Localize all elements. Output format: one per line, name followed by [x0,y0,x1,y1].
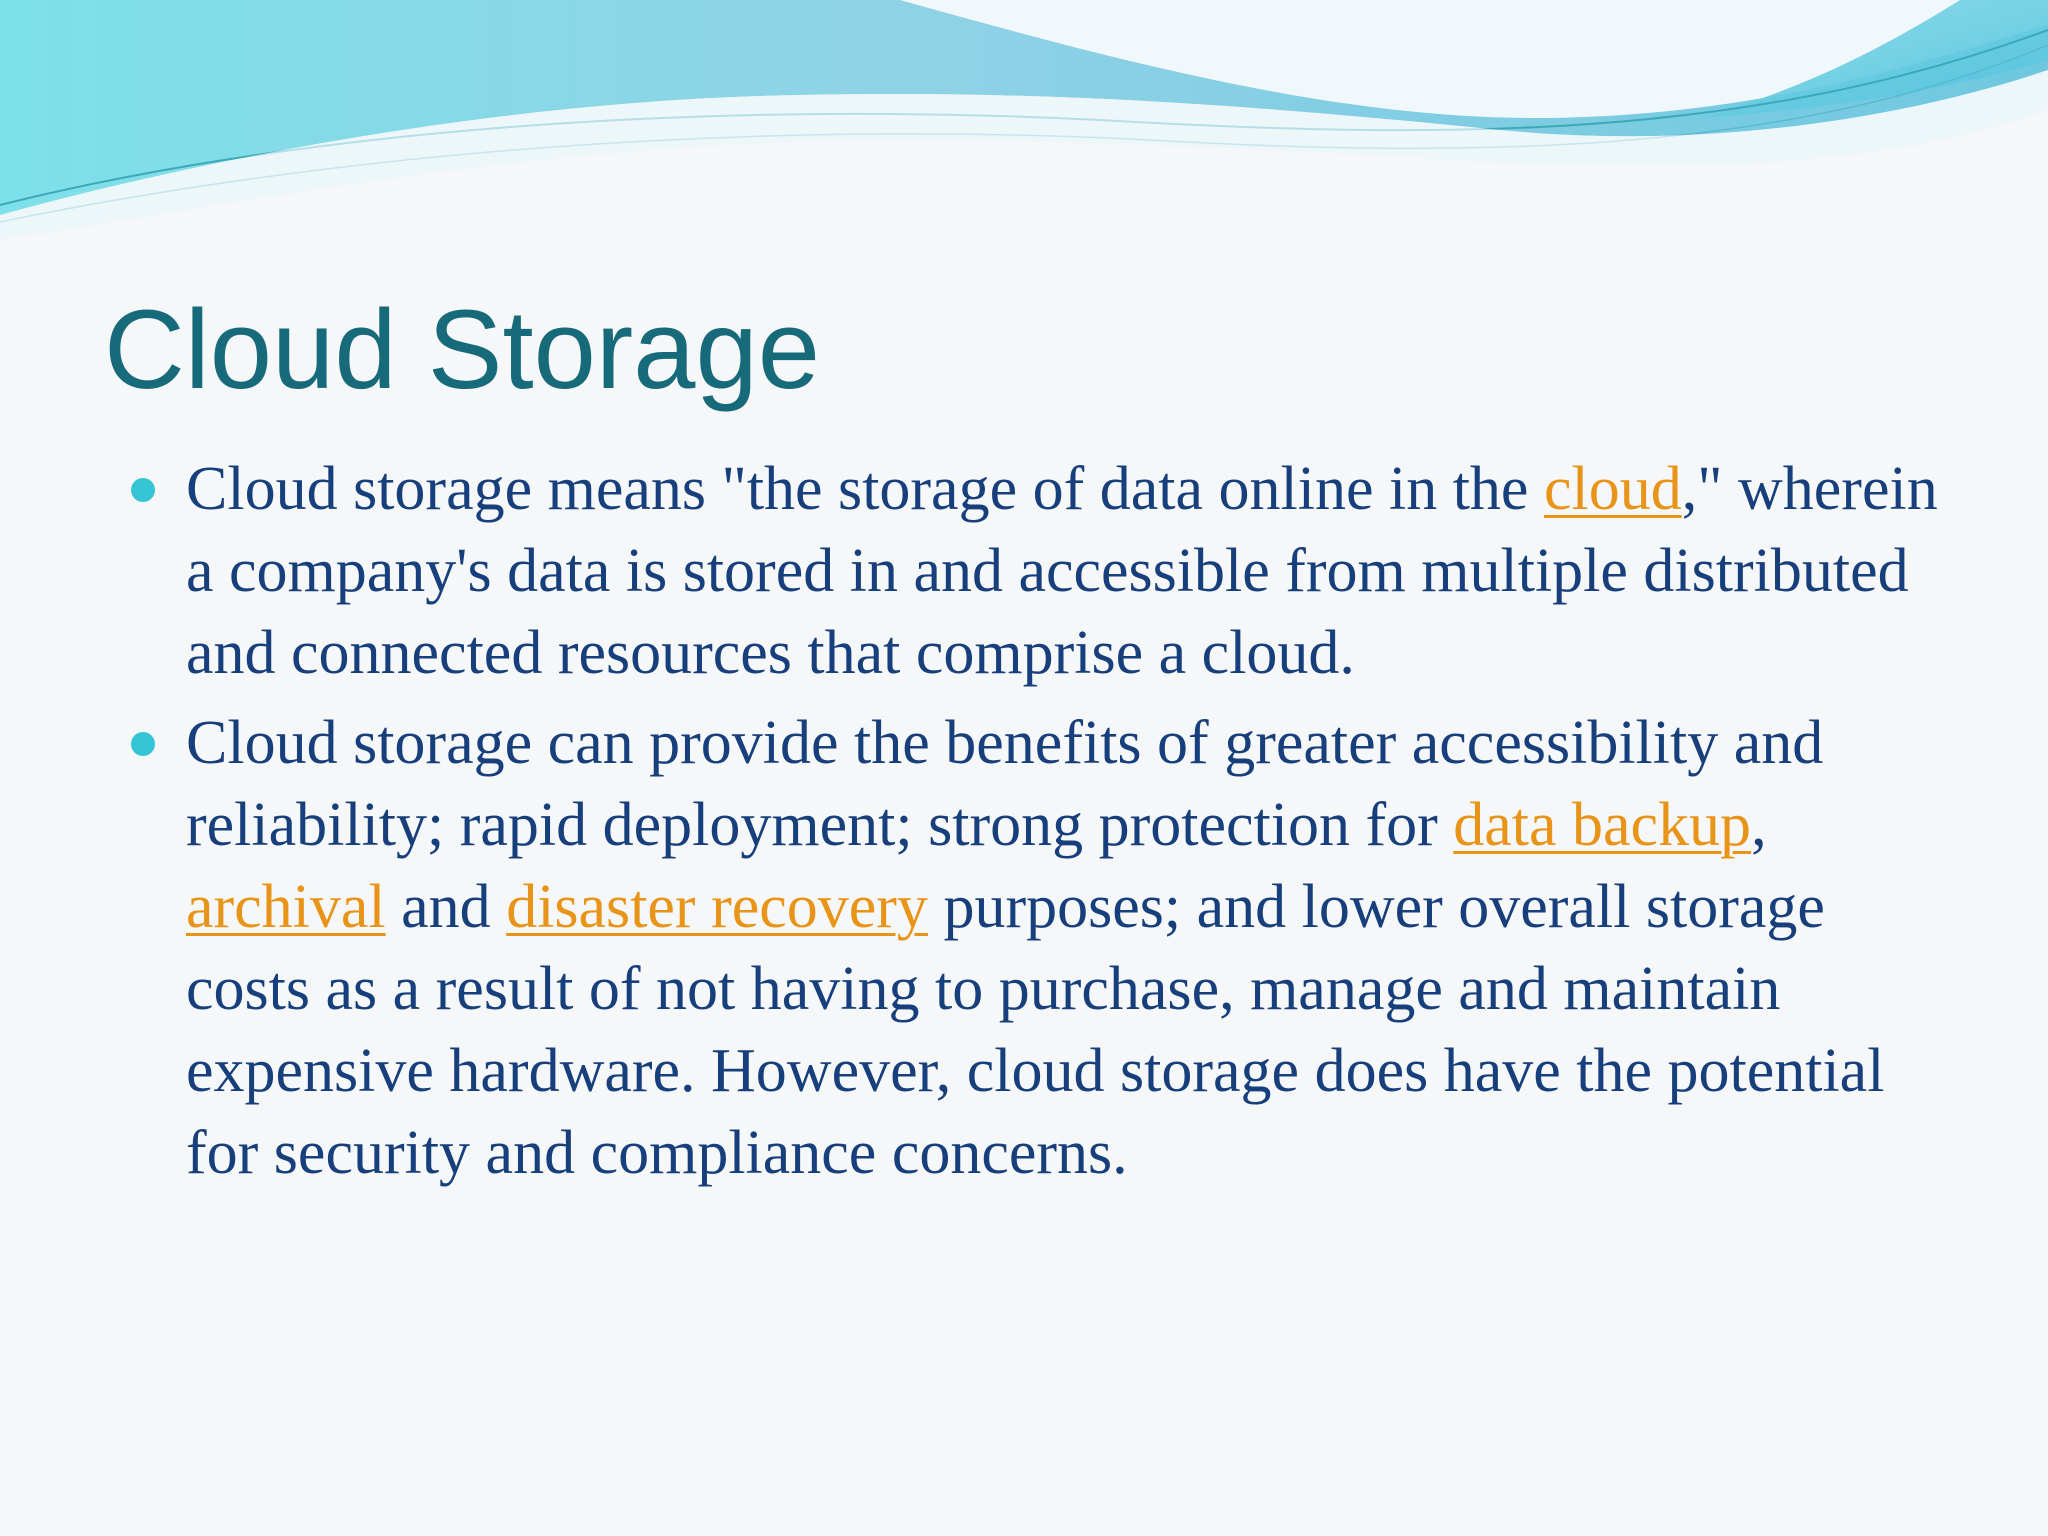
bullet-list [0,448,1960,1202]
bullet-2-text-3: and [385,873,507,941]
link-cloud[interactable]: cloud [1543,455,1682,523]
bullet-item-2 [0,702,1960,1194]
slide-title: Cloud Storage [104,287,821,412]
bullet-dot-icon [131,478,155,502]
link-disaster-recovery[interactable]: disaster recovery [506,873,928,941]
wave-header-decoration [0,0,2048,240]
bullet-2-text-4: purposes; and lower overall storage costs as a result of not having to purchase, manage and maintain expensive hardware. However, cloud storage does have the potential for security and compliance concerns. [186,873,1885,1187]
bullet-2-text-2: , [1751,791,1767,859]
bullet-item-1 [0,448,1960,694]
bullet-dot-icon [131,732,155,756]
link-data-backup[interactable]: data backup [1453,791,1752,859]
bullet-1-text-1: Cloud storage means "the storage of data online in the [186,455,1544,523]
bullet-2-text-1: Cloud storage can provide the benefits of greater accessibility and reliability; rapid deployment; strong protection for [186,709,1824,859]
bullet-1-text-2: ," wherein a company's data is stored in and accessible from multiple distributed and connected resources that comprise a cloud. [186,455,1938,687]
link-archival[interactable]: archival [186,873,386,941]
